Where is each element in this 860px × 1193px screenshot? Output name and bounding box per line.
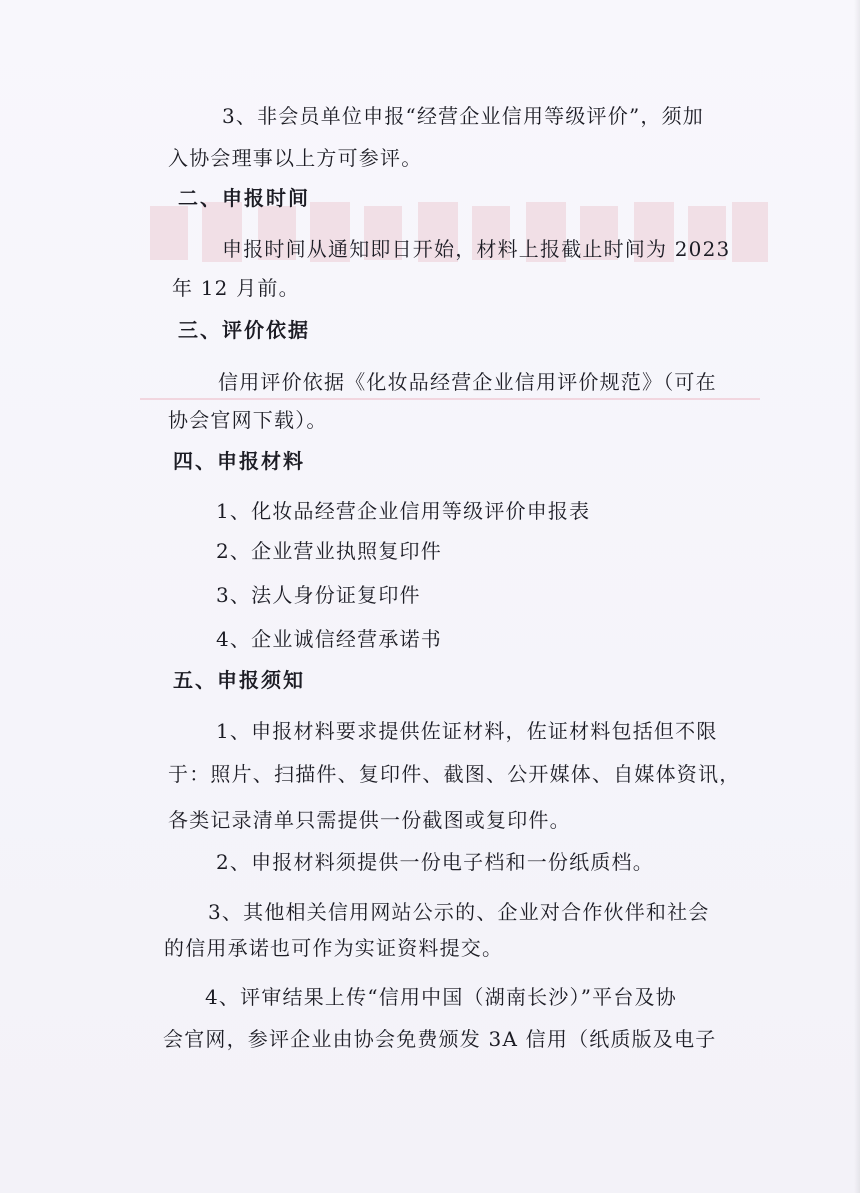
item-3-line-2: 入协会理事以上方可参评。 [168, 146, 423, 170]
time-line-1: 申报时间从通知即日开始，材料上报截止时间为 2023 [222, 237, 731, 261]
basis-line-1: 信用评价依据《化妆品经营企业信用评价规范》（可在 [218, 370, 717, 394]
bleed-through-red-rule [140, 398, 760, 400]
section-heading-materials: 四、申报材料 [173, 449, 305, 473]
material-item-3: 3、法人身份证复印件 [216, 583, 421, 607]
note-4-line-2: 会官网，参评企业由协会免费颁发 3A 信用（纸质版及电子 [163, 1027, 717, 1051]
material-item-2: 2、企业营业执照复印件 [216, 539, 442, 563]
basis-line-2: 协会官网下载）。 [168, 408, 328, 432]
note-4-line-1: 4、评审结果上传“信用中国（湖南长沙）”平台及协 [205, 985, 677, 1009]
item-3-line-1: 3、非会员单位申报“经营企业信用等级评价”，须加 [222, 104, 704, 128]
material-item-4: 4、企业诚信经营承诺书 [216, 627, 442, 651]
section-heading-notes: 五、申报须知 [173, 668, 305, 692]
material-item-1: 1、化妆品经营企业信用等级评价申报表 [216, 499, 591, 523]
note-3-line-2: 的信用承诺也可作为实证资料提交。 [164, 936, 504, 960]
note-1-line-3: 各类记录清单只需提供一份截图或复印件。 [168, 808, 571, 832]
time-line-2: 年 12 月前。 [172, 276, 300, 300]
note-2-line-1: 2、申报材料须提供一份电子档和一份纸质档。 [216, 850, 654, 874]
note-1-line-1: 1、申报材料要求提供佐证材料，佐证材料包括但不限 [216, 719, 718, 743]
scan-edge-shadow [854, 0, 860, 1193]
section-heading-time: 二、申报时间 [178, 186, 310, 210]
note-1-line-2: 于：照片、扫描件、复印件、截图、公开媒体、自媒体资讯， [168, 762, 741, 786]
section-heading-basis: 三、评价依据 [178, 318, 310, 342]
note-3-line-1: 3、其他相关信用网站公示的、企业对合作伙伴和社会 [208, 900, 710, 924]
